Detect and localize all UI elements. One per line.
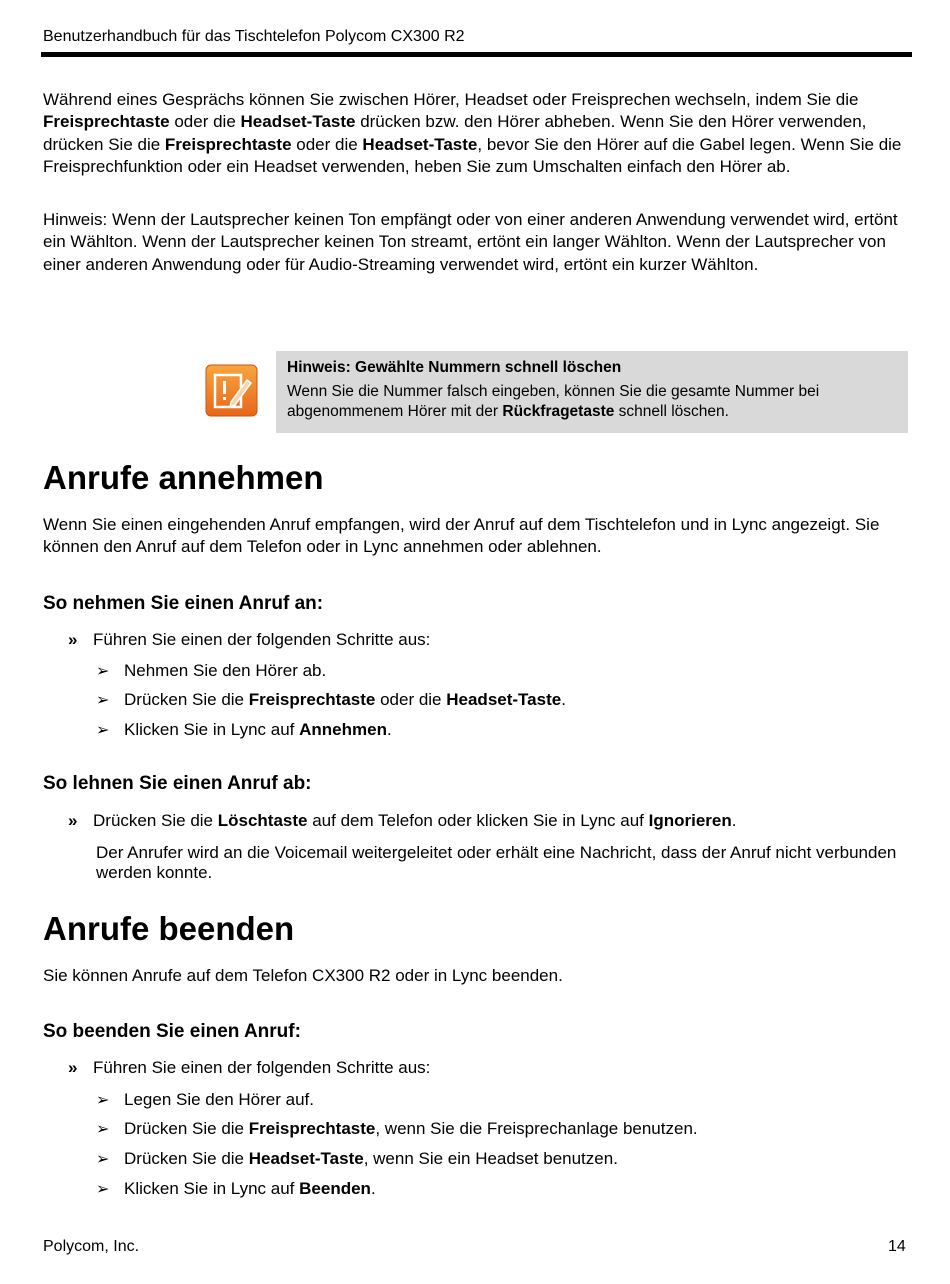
text-run: Klicken Sie in Lync auf (124, 1179, 300, 1198)
arrow-bullet-icon: ➢ (96, 1181, 110, 1198)
bold-term: Annehmen (299, 720, 387, 739)
answer-intro: Wenn Sie einen eingehenden Anruf empfangen, wird der Anruf auf dem Tischtelefon und in Lync angezeigt. Sie können den Anruf auf dem Telefon oder in Lync annehmen oder ablehnen. (43, 515, 880, 557)
text-run: drücken bzw. den Hörer abheben. Wenn Sie den Hörer verwenden, drücken Sie die (43, 112, 867, 154)
step-marker: » (68, 630, 78, 649)
bold-term: Löschtaste (217, 811, 308, 830)
bullet-text (124, 720, 392, 739)
heading-beenden-steps: So beenden Sie einen Anruf: (43, 1021, 301, 1042)
note-box (276, 351, 908, 433)
text-run: , bevor Sie den Hörer auf die Gabel legen. Wenn Sie die Freisprechfunktion oder ein Headset verwenden, heben Sie zum Umschalten einfach den Hörer ab. (43, 134, 902, 176)
bold-term: Ignorieren (648, 811, 732, 830)
bullet-text (124, 1179, 376, 1198)
header-rule (41, 52, 912, 57)
bold-term: Headset-Taste (446, 690, 562, 709)
bullet-text (124, 661, 326, 680)
step-text (93, 811, 737, 830)
text-run: . (561, 690, 566, 709)
text-run: , wenn Sie ein Headset benutzen. (363, 1149, 618, 1168)
bold-term: Headset-Taste (362, 134, 478, 154)
text-run: Drücken Sie die (93, 811, 218, 830)
bold-term: Rückfragetaste (502, 403, 615, 420)
text-run: Wenn Sie die Nummer falsch eingeben, können Sie die gesamte Nummer bei abgenommenem Hörer mit der (287, 383, 820, 420)
arrow-bullet-icon: ➢ (96, 722, 110, 739)
heading-ablehnen-steps: So lehnen Sie einen Anruf ab: (43, 773, 312, 794)
step-marker: » (68, 811, 78, 830)
arrow-bullet-icon: ➢ (96, 1121, 110, 1138)
arrow-bullet-icon: ➢ (96, 1092, 110, 1109)
note-pencil-icon (205, 364, 258, 417)
bullet-item (96, 1179, 376, 1199)
bold-term: Beenden (299, 1179, 371, 1198)
text-run: . (731, 811, 737, 830)
step-marker: » (68, 1058, 78, 1077)
step-text: Führen Sie einen der folgenden Schritte aus: (93, 630, 431, 649)
intro-paragraph-2: Hinweis: Wenn der Lautsprecher keinen Ton empfängt oder von einer anderen Anwendung verwendet wird, ertönt ein Wählton. Wenn der Lautsprecher keinen Ton streamt, ertönt ein langer Wählton. Wenn der Lautsprecher von einer anderen Anwendung oder für Audio-Streaming verwendet wird, ertönt ein kurzer Wählton. (43, 210, 898, 274)
text-run: . (370, 1179, 376, 1198)
arrow-bullet-icon: ➢ (96, 1151, 110, 1168)
page-header: Benutzerhandbuch für das Tischtelefon Polycom CX300 R2 (43, 28, 465, 45)
bullet-item (96, 720, 392, 740)
heading-annehmen-steps: So nehmen Sie einen Anruf an: (43, 593, 324, 614)
bullet-text (124, 1119, 698, 1138)
text-run: Legen Sie den Hörer auf. (124, 1090, 314, 1109)
text-run: Drücken Sie die (124, 1119, 249, 1138)
bold-term: Freisprechtaste (164, 134, 292, 154)
text-run: auf dem Telefon oder klicken Sie in Lync auf (307, 811, 649, 830)
step-item (68, 811, 737, 831)
text-run: oder die (169, 112, 241, 132)
note-text (287, 382, 897, 422)
bullet-text (124, 690, 566, 709)
text-run: Drücken Sie die (124, 1149, 249, 1168)
text-run: Während eines Gesprächs können Sie zwischen Hörer, Headset oder Freisprechen wechseln, indem Sie die (43, 90, 859, 109)
bold-term: Freisprechtaste (248, 690, 376, 709)
bullet-text (124, 1149, 618, 1168)
bullet-text (124, 1090, 314, 1109)
text-run: . (386, 720, 392, 739)
end-intro: Sie können Anrufe auf dem Telefon CX300 R2 oder in Lync beenden. (43, 966, 563, 985)
text-run: oder die (375, 690, 447, 709)
bullet-item (96, 1119, 698, 1139)
step-description: Der Anrufer wird an die Voicemail weitergeleitet oder erhält eine Nachricht, dass der Anruf nicht verbunden werden konnte. (96, 843, 897, 882)
bullet-item (96, 1149, 618, 1169)
note-title: Hinweis: Gewählte Nummern schnell löschen (287, 359, 622, 376)
text-run: oder die (291, 134, 363, 154)
bullet-item (96, 661, 326, 681)
bold-term: Headset-Taste (248, 1149, 364, 1168)
bold-term: Headset-Taste (240, 112, 356, 132)
footer-company: Polycom, Inc. (43, 1238, 140, 1255)
heading-anrufe-beenden: Anrufe beenden (43, 910, 295, 947)
bullet-item (96, 690, 566, 710)
text-run: Drücken Sie die (124, 690, 249, 709)
bold-term: Freisprechtaste (248, 1119, 376, 1138)
step-item (68, 1058, 430, 1078)
text-run: , wenn Sie die Freisprechanlage benutzen. (375, 1119, 698, 1138)
bold-term: Freisprechtaste (43, 112, 170, 132)
bullet-item (96, 1090, 314, 1110)
intro-paragraph-1 (43, 89, 913, 178)
text-run: schnell löschen. (614, 403, 729, 420)
footer-page-number: 14 (888, 1238, 906, 1255)
heading-anrufe-annehmen: Anrufe annehmen (43, 459, 324, 496)
arrow-bullet-icon: ➢ (96, 692, 110, 709)
step-item (68, 630, 430, 650)
text-run: Klicken Sie in Lync auf (124, 720, 300, 739)
text-run: Nehmen Sie den Hörer ab. (124, 661, 327, 680)
step-text: Führen Sie einen der folgenden Schritte aus: (93, 1058, 431, 1077)
arrow-bullet-icon: ➢ (96, 663, 110, 680)
